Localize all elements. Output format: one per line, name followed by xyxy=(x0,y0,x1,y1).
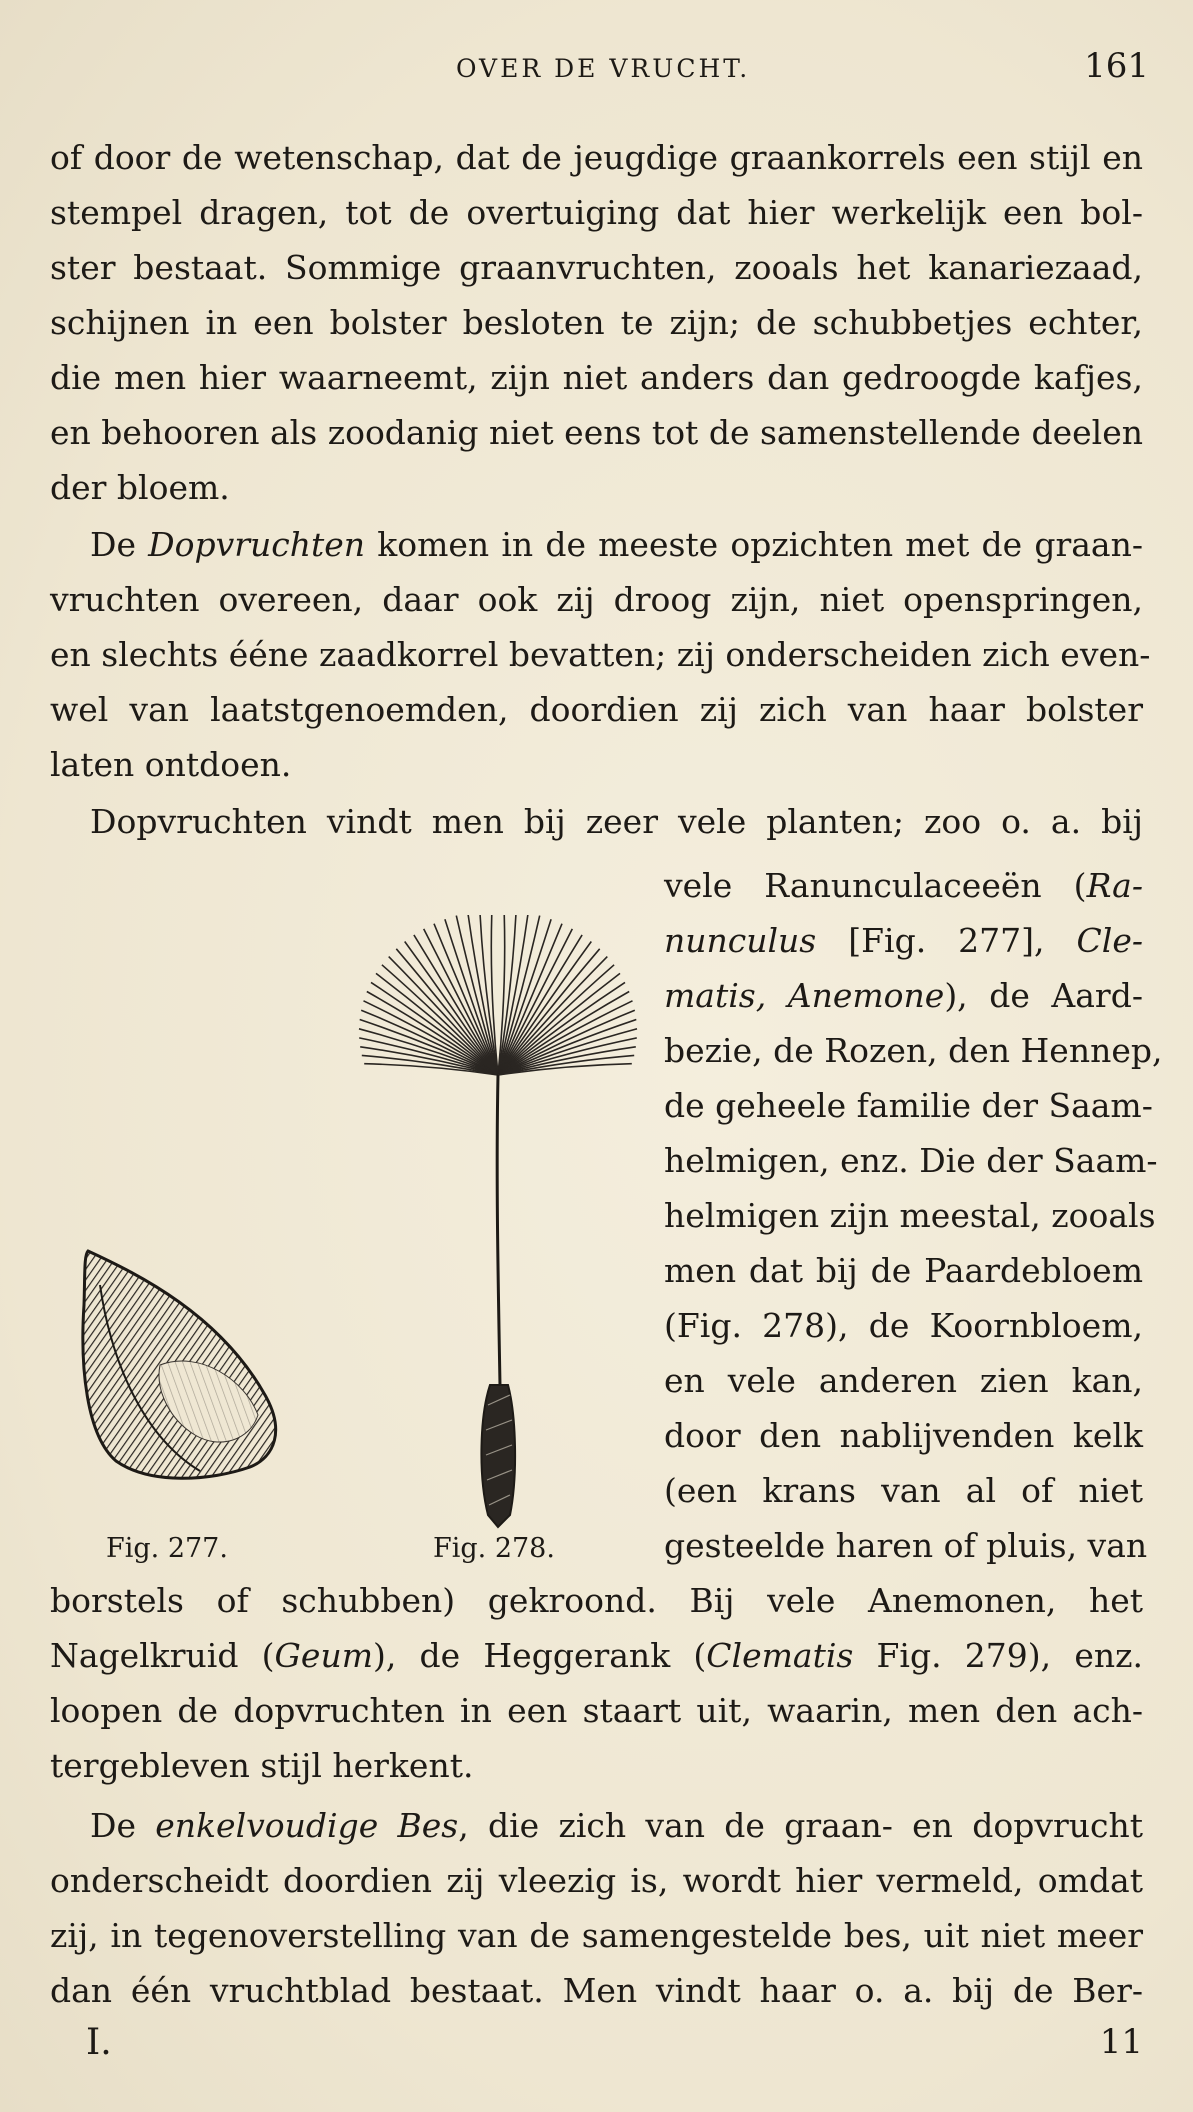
text-line: loopen de dopvruchten in een staart uit, waarin, men den ach- xyxy=(50,1691,1143,1730)
seed-beak xyxy=(497,1075,500,1385)
text-line: en behooren als zoodanig niet eens tot de samenstellende deelen xyxy=(50,413,1143,452)
figure-277-caption: Fig. 277. xyxy=(106,1533,228,1564)
text-line: De Dopvruchten komen in de meeste opzichten met de graan- xyxy=(90,525,1143,564)
text-line: helmigen zijn meestal, zooals xyxy=(664,1196,1156,1235)
text-line: en slechts ééne zaadkorrel bevatten; zij onderscheiden zich even- xyxy=(50,635,1151,674)
text-line: der bloem. xyxy=(50,468,230,507)
text-line: of door de wetenschap, dat de jeugdige graankorrels een stijl en xyxy=(50,138,1143,177)
seed-body xyxy=(481,1385,515,1527)
signature-mark: I. xyxy=(86,2022,112,2063)
text-line: dan één vruchtblad bestaat. Men vindt haar o. a. bij de Ber- xyxy=(50,1971,1143,2010)
sheet-number: 11 xyxy=(1099,2022,1143,2062)
text-line: (Fig. 278), de Koornbloem, xyxy=(664,1306,1143,1345)
text-line: Dopvruchten vindt men bij zeer vele planten; zoo o. a. bij xyxy=(90,802,1143,841)
text-line: De enkelvoudige Bes, die zich van de graan- en dopvrucht xyxy=(90,1806,1143,1845)
text-line: men dat bij de Paardebloem xyxy=(664,1251,1143,1290)
figure-278-caption: Fig. 278. xyxy=(433,1533,555,1564)
text-line: die men hier waarneemt, zijn niet anders dan gedroogde kafjes, xyxy=(50,358,1143,397)
pappus-bristles xyxy=(359,915,637,1075)
text-line: vele Ranunculaceeën (Ra- xyxy=(664,866,1143,905)
text-line: helmigen, enz. Die der Saam- xyxy=(664,1141,1158,1180)
text-line: gesteelde haren of pluis, van xyxy=(664,1526,1148,1565)
text-line: vruchten overeen, daar ook zij droog zijn, niet openspringen, xyxy=(50,580,1143,619)
text-line: Nagelkruid (Geum), de Heggerank (Clematis Fig. 279), enz. xyxy=(50,1636,1144,1675)
text-line: borstels of schubben) gekroond. Bij vele Anemonen, het xyxy=(50,1581,1143,1620)
text-line: zij, in tegenoverstelling van de samengestelde bes, uit niet meer xyxy=(50,1916,1143,1955)
text-line: en vele anderen zien kan, xyxy=(664,1361,1143,1400)
text-line: onderscheidt doordien zij vleezig is, wordt hier vermeld, omdat xyxy=(50,1861,1143,1900)
running-head xyxy=(0,46,1193,96)
text-line: wel van laatstgenoemden, doordien zij zich van haar bolster xyxy=(50,690,1143,729)
running-title: OVER DE VRUCHT. xyxy=(456,54,751,83)
text-line: de geheele familie der Saam- xyxy=(664,1086,1153,1125)
text-line: bezie, de Rozen, den Hennep, xyxy=(664,1031,1163,1070)
page-number: 161 xyxy=(1084,46,1149,86)
figure-277-achene xyxy=(80,1245,295,1515)
text-line: matis, Anemone), de Aard- xyxy=(664,976,1143,1015)
text-line: laten ontdoen. xyxy=(50,745,292,784)
text-line: stempel dragen, tot de overtuiging dat hier werkelijk een bol- xyxy=(50,193,1143,232)
figure-278-dandelion-seed xyxy=(320,915,650,1530)
text-line: (een krans van al of niet xyxy=(664,1471,1143,1510)
text-line: door den nablijvenden kelk xyxy=(664,1416,1143,1455)
text-line: schijnen in een bolster besloten te zijn; de schubbetjes echter, xyxy=(50,303,1143,342)
text-line: nunculus [Fig. 277], Cle- xyxy=(664,921,1143,960)
text-line: ster bestaat. Sommige graanvruchten, zooals het kanariezaad, xyxy=(50,248,1143,287)
text-line: tergebleven stijl herkent. xyxy=(50,1746,474,1785)
